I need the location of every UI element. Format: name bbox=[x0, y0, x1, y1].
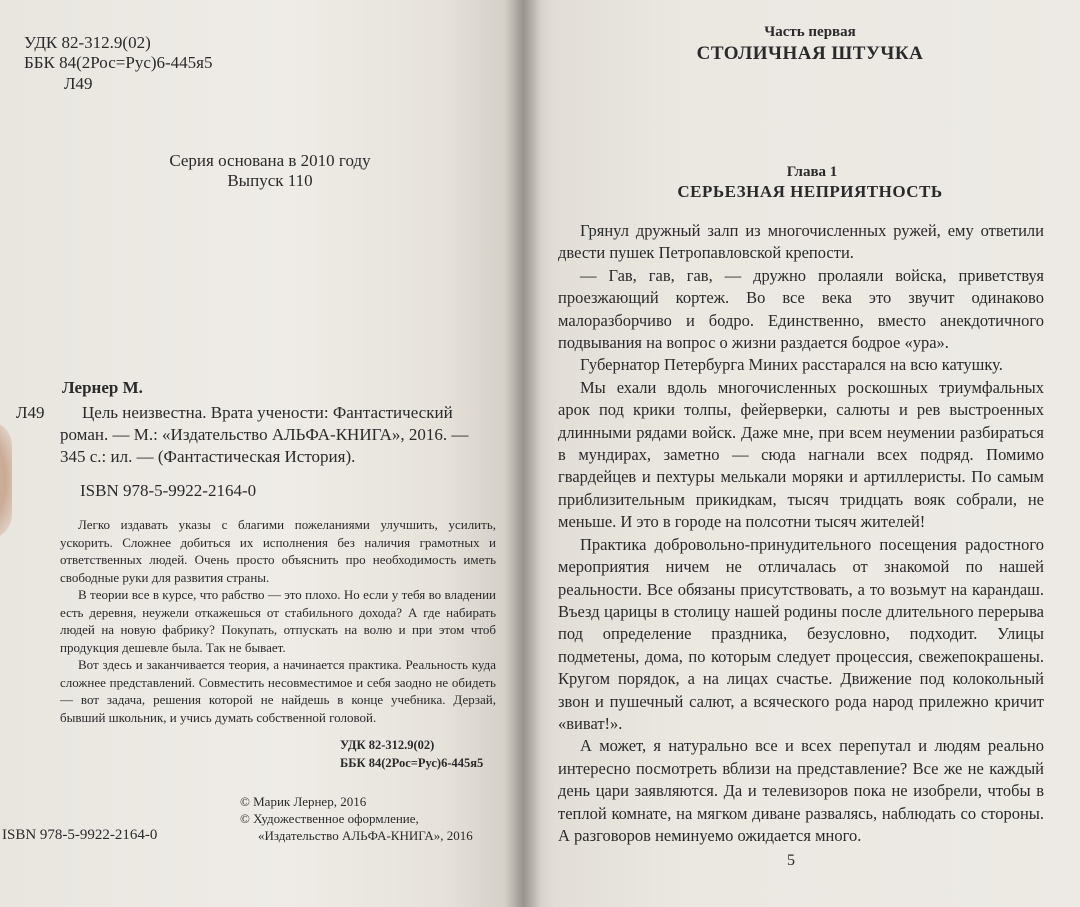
udk-code: УДК 82-312.9(02) bbox=[24, 33, 151, 52]
author-mark: Л49 bbox=[64, 74, 93, 93]
thumb bbox=[0, 420, 12, 540]
part-title: СТОЛИЧНАЯ ШТУЧКА bbox=[696, 43, 924, 64]
udk-small: УДК 82-312.9(02) bbox=[340, 738, 435, 752]
isbn: ISBN 978-5-9922-2164-0 bbox=[80, 481, 257, 500]
isbn-bottom: ISBN 978-5-9922-2164-0 bbox=[2, 827, 158, 843]
part-label: Часть первая bbox=[764, 24, 856, 40]
text-paragraph: Губернатор Петербурга Миних расстарался на всю катушку. bbox=[580, 355, 1003, 375]
series-line-2: Выпуск 110 bbox=[227, 171, 313, 190]
annotation-paragraph: Легко издавать указы с благими пожеланиями улучшить, усилить, ускорить. Сложнее добиться их исполнения без наличия грамотных и ответственных людей. Очень просто объяснить про необходимость иметь свободные руки для развития страны. bbox=[60, 517, 496, 585]
series-line-1: Серия основана в 2010 году bbox=[169, 151, 371, 170]
text-paragraph: Грянул дружный залп из многочисленных ружей, ему ответили двести пушек Петропавловской крепости. bbox=[558, 221, 1044, 263]
annotation bbox=[60, 516, 496, 726]
annotation-paragraph: В теории все в курсе, что рабство — это плохо. Но если у тебя во владении есть деревня, неужели откажешься от стабильного дохода? А где набирать людей на новую фабрику? Покупать, отпускать на волю и при этом чтоб продукция дешевле была. Так не бывает. bbox=[60, 587, 496, 655]
copyright-publisher: «Издательство АЛЬФА-КНИГА», 2016 bbox=[258, 828, 473, 843]
page-number: 5 bbox=[787, 852, 795, 869]
biblio-line-1: Цель неизвестна. Врата учености: Фантастический bbox=[82, 403, 453, 422]
text-paragraph: А может, я натурально все и всех перепутал и людям реально интересно посмотреть вблизи на представление? Все же не каждый день цари заявляются. Да и телевизоров пока не изобрели, чтобы в теплой комнате, на мягком диване развалясь, наблюдать со стороны. А разговоров неминуемо ожидается много. bbox=[558, 736, 1044, 845]
bbk-small: ББК 84(2Рос=Рус)6-445я5 bbox=[340, 756, 484, 770]
annotation-paragraph: Вот здесь и заканчивается теория, а начинается практика. Реальность куда сложнее представлений. Совместить несовместимое и себя заодно не обидеть — вот задача, решения которой не найдешь в конце учебника. Дерзай, бывший школьник, и учись думать собственной головой. bbox=[60, 657, 496, 725]
book-gutter bbox=[505, 0, 541, 907]
copyright-author: © Марик Лернер, 2016 bbox=[240, 794, 367, 809]
left-page bbox=[0, 0, 522, 907]
biblio-record bbox=[60, 402, 502, 468]
biblio-line-3: 345 с.: ил. — (Фантастическая История). bbox=[60, 447, 356, 466]
author-name: Лернер М. bbox=[62, 378, 143, 397]
chapter-text bbox=[558, 220, 1044, 847]
chapter-title: СЕРЬЕЗНАЯ НЕПРИЯТНОСТЬ bbox=[677, 182, 943, 201]
biblio-mark: Л49 bbox=[16, 403, 45, 422]
copyright-design: © Художественное оформление, bbox=[240, 811, 419, 826]
right-page bbox=[522, 0, 1080, 907]
bbk-code: ББК 84(2Рос=Рус)6-445я5 bbox=[24, 53, 213, 72]
text-paragraph: — Гав, гав, гав, — дружно пролаяли войска, приветствуя проезжающий кортеж. Во все века это звучит одинаково малоразборчиво и бодро. Единственно, вместо анекдотичного подвывания на вопрос о жизни раздается бодрое «ура». bbox=[558, 265, 1044, 353]
text-paragraph: Практика добровольно-принудительного посещения радостного мероприятия ничем не отличалась от знакомой по нашей реальности. Все обязаны присутствовать, а то возьмут на карандаш. Въезд царицы в столицу нашей родины после длительного перерыва под определение праздника, безусловно, подходит. Улицы подметены, дома, по которым следует процессия, свежепокрашены. Кругом порядок, а на лицах счастье. Движение под колокольный звон и пушечный салют, а всяческого рода народ прилежно кричит «виват!». bbox=[558, 534, 1044, 733]
biblio-line-2: роман. — М.: «Издательство АЛЬФА-КНИГА», 2016. — bbox=[60, 425, 469, 444]
text-paragraph: Мы ехали вдоль многочисленных роскошных триумфальных арок под крики толпы, фейерверки, салюты и рев выстроенных длинными рядами войск. Даже мне, при всем неумении разбираться в мундирах, заметно — сюда нагнали всех подряд. Помимо гвардейцев и пехтуры мелькали моряки и артиллеристы. По самым приблизительным прикидкам, тысяч тридцать вояк собрали, не меньше. И это в городе на полсотни тысяч жителей! bbox=[558, 377, 1044, 532]
chapter-label: Глава 1 bbox=[786, 164, 838, 180]
